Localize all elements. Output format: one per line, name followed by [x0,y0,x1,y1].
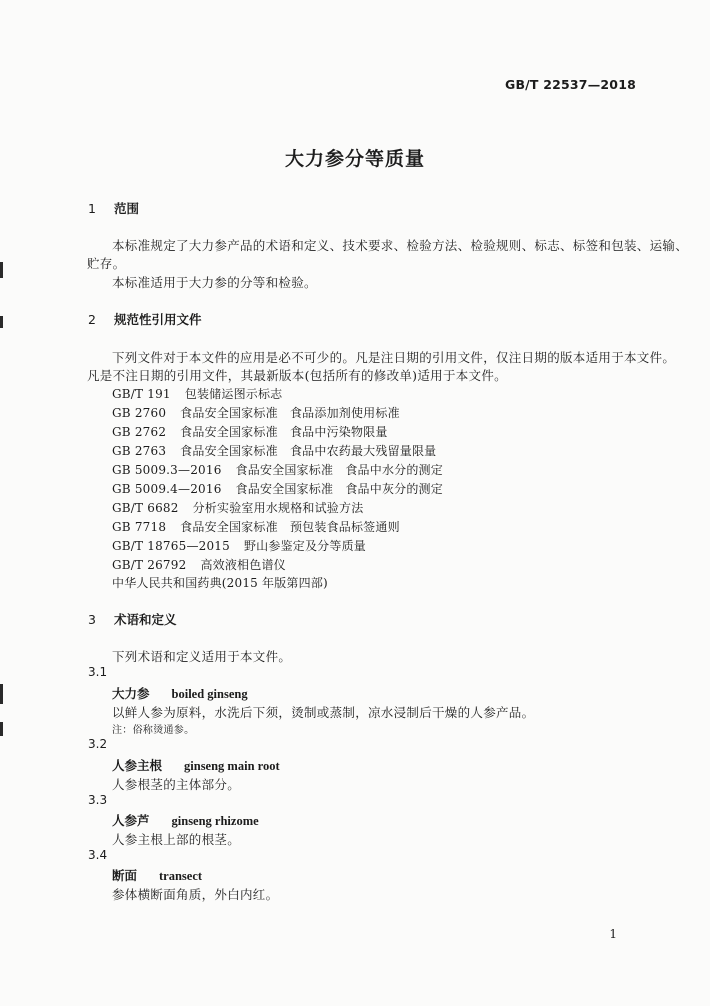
scan-edge-mark [0,722,3,736]
reference-item [112,537,366,554]
section-title: 术语和定义 [114,612,177,627]
reference-item [112,385,282,402]
reference-title: 野山参鉴定及分等质量 [243,539,366,553]
term-heading [112,684,248,702]
reference-title: 分析实验室用水规格和试验方法 [192,501,364,515]
reference-title: 食品安全国家标准 食品添加剂使用标准 [180,406,400,420]
reference-item: 中华人民共和国药典(2015 年版第四部) [112,576,328,590]
reference-code: GB 2762 [112,425,167,439]
section-2-heading [88,310,202,328]
term-number: 3.4 [88,848,108,862]
scan-edge-mark [0,262,3,278]
term-zh: 人参芦 [112,813,150,828]
term-heading [112,756,280,774]
section-3-heading [88,610,177,628]
term-definition: 参体横断面角质，外白内红。 [112,887,279,902]
reference-title: 包装储运图示标志 [184,387,283,401]
term-heading [112,866,202,884]
section-1-heading [88,199,139,217]
paragraph: 下列术语和定义适用于本文件。 [112,649,292,664]
term-zh: 断面 [112,868,138,883]
section-title: 范围 [114,201,140,216]
term-en: ginseng main root [184,759,280,773]
reference-item [112,556,286,573]
reference-item [112,480,443,497]
reference-code: GB 2763 [112,444,167,458]
term-en: transect [159,869,203,883]
term-definition: 以鲜人参为原料，水洗后下须，烫制或蒸制，凉水浸制后干燥的人参产品。 [112,705,535,720]
paragraph: 贮存。 [87,256,126,271]
reference-title: 食品安全国家标准 食品中水分的测定 [235,463,443,477]
reference-code: GB 5009.3—2016 [112,463,222,477]
term-zh: 人参主根 [112,758,163,773]
reference-title: 食品安全国家标准 食品中农药最大残留量限量 [180,444,437,458]
reference-item [112,442,436,459]
reference-title: 食品安全国家标准 食品中污染物限量 [180,425,388,439]
standard-number: GB/T 22537—2018 [504,77,636,92]
term-en: ginseng rhizome [171,814,259,828]
reference-code: GB 7718 [112,520,167,534]
paragraph: 下列文件对于本文件的应用是必不可少的。凡是注日期的引用文件，仅注日期的版本适用于本文件。 [112,350,676,365]
reference-code: GB 2760 [112,406,167,420]
reference-title: 高效液相色谱仪 [200,558,286,572]
reference-code: GB 5009.4—2016 [112,482,222,496]
paragraph: 本标准规定了大力参产品的术语和定义、技术要求、检验方法、检验规则、标志、标签和包装、运输、 [112,238,689,253]
reference-code: GB/T 191 [112,387,171,401]
term-heading [112,811,259,829]
reference-item [112,518,400,535]
term-note: 注：俗称烫通参。 [112,725,195,736]
reference-item [112,499,363,516]
section-number: 2 [88,312,96,327]
reference-title: 食品安全国家标准 食品中灰分的测定 [235,482,443,496]
page-number: 1 [609,927,617,941]
term-number: 3.3 [88,793,108,807]
document-title: 大力参分等质量 [284,148,425,170]
section-title: 规范性引用文件 [114,312,202,327]
reference-code: GB/T 6682 [112,501,179,515]
reference-code: GB/T 26792 [112,558,187,572]
reference-title: 食品安全国家标准 预包装食品标签通则 [180,520,400,534]
term-zh: 大力参 [112,686,150,701]
section-number: 3 [88,612,96,627]
paragraph: 本标准适用于大力参的分等和检验。 [112,275,317,290]
term-definition: 人参主根上部的根茎。 [112,832,241,847]
term-number: 3.2 [88,737,108,751]
reference-item [112,461,443,478]
reference-code: GB/T 18765—2015 [112,539,230,553]
reference-item [112,423,388,440]
scan-edge-mark [0,684,3,704]
reference-item [112,404,400,421]
section-number: 1 [88,201,96,216]
term-number: 3.1 [88,665,108,679]
paragraph: 凡是不注日期的引用文件，其最新版本(包括所有的修改单)适用于本文件。 [87,368,507,383]
scan-edge-mark [0,316,3,328]
term-en: boiled ginseng [171,687,248,701]
term-definition: 人参根茎的主体部分。 [112,777,241,792]
